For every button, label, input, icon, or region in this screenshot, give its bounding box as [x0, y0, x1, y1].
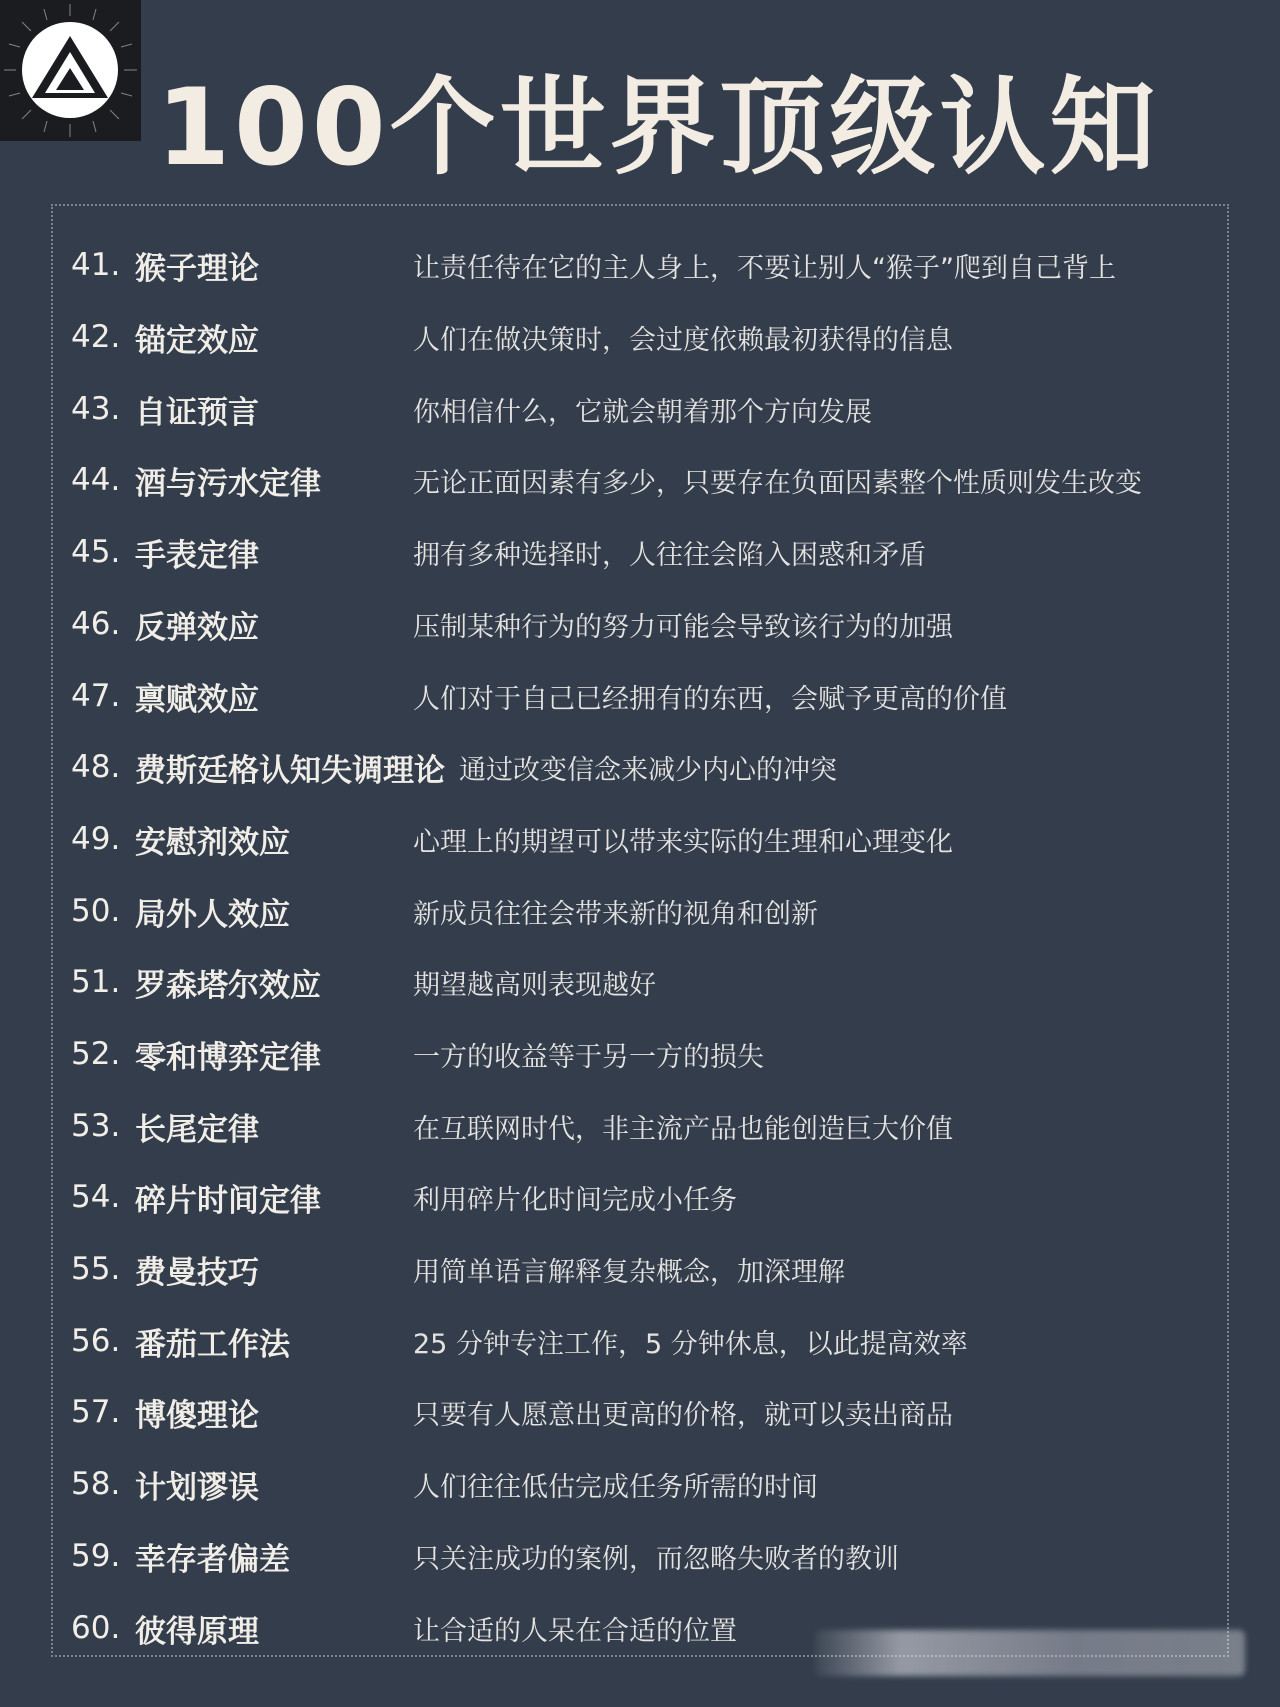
- item-number: 53.: [71, 1108, 121, 1144]
- item-number: 56.: [71, 1323, 121, 1359]
- item-description: 拥有多种选择时，人往往会陷入困惑和矛盾: [413, 539, 926, 571]
- item-number: 50.: [71, 893, 121, 929]
- item-description: 人们在做决策时，会过度依赖最初获得的信息: [413, 324, 953, 356]
- item-name: 罗森塔尔效应: [135, 967, 321, 1004]
- blurred-watermark: [815, 1630, 1245, 1676]
- list-item: [71, 1520, 899, 1592]
- list-item: [71, 588, 953, 660]
- list-item: [71, 875, 818, 947]
- list-item: [71, 803, 953, 875]
- item-description: 新成员往往会带来新的视角和创新: [413, 898, 818, 930]
- list-item: [71, 1592, 737, 1664]
- item-name: 彼得原理: [135, 1613, 259, 1650]
- page-title: 100个世界顶级认知: [156, 66, 1160, 189]
- list-item: [71, 1018, 764, 1090]
- item-number: 46.: [71, 606, 121, 642]
- list-item: [71, 1305, 968, 1377]
- item-name: 长尾定律: [135, 1111, 259, 1148]
- list-item: [71, 946, 656, 1018]
- item-name: 幸存者偏差: [135, 1541, 290, 1578]
- item-number: 51.: [71, 964, 121, 1000]
- list-item: [71, 1448, 818, 1520]
- item-number: 54.: [71, 1179, 121, 1215]
- list-item: [71, 301, 953, 373]
- item-number: 58.: [71, 1466, 121, 1502]
- list-item: [71, 660, 1007, 732]
- item-name: 局外人效应: [135, 896, 290, 933]
- item-name: 碎片时间定律: [135, 1182, 321, 1219]
- item-name: 安慰剂效应: [135, 824, 290, 861]
- item-description: 人们往往低估完成任务所需的时间: [413, 1471, 818, 1503]
- item-description: 无论正面因素有多少，只要存在负面因素整个性质则发生改变: [413, 467, 1142, 499]
- item-description: 让合适的人呆在合适的位置: [413, 1615, 737, 1647]
- item-number: 48.: [71, 749, 121, 785]
- list-item: [71, 229, 1116, 301]
- list-item: [71, 373, 872, 445]
- item-name: 自证预言: [135, 394, 259, 431]
- item-number: 55.: [71, 1251, 121, 1287]
- item-description: 压制某种行为的努力可能会导致该行为的加强: [413, 611, 953, 643]
- list-item: [71, 444, 1142, 516]
- item-number: 43.: [71, 391, 121, 427]
- item-description: 心理上的期望可以带来实际的生理和心理变化: [413, 826, 953, 858]
- item-description: 你相信什么，它就会朝着那个方向发展: [413, 396, 872, 428]
- list-item: [71, 1161, 737, 1233]
- item-name: 禀赋效应: [135, 681, 259, 718]
- item-number: 47.: [71, 678, 121, 714]
- item-number: 60.: [71, 1610, 121, 1646]
- item-name: 反弹效应: [135, 609, 259, 646]
- item-number: 52.: [71, 1036, 121, 1072]
- item-name: 费曼技巧: [135, 1254, 259, 1291]
- list-item: [71, 516, 926, 588]
- item-description: 25 分钟专注工作，5 分钟休息，以此提高效率: [413, 1328, 968, 1360]
- item-description: 期望越高则表现越好: [413, 969, 656, 1001]
- item-name: 酒与污水定律: [135, 465, 321, 502]
- item-description: 只要有人愿意出更高的价格，就可以卖出商品: [413, 1399, 953, 1431]
- item-name: 博傻理论: [135, 1397, 259, 1434]
- item-name: 锚定效应: [135, 322, 259, 359]
- item-number: 57.: [71, 1394, 121, 1430]
- item-name: 手表定律: [135, 537, 259, 574]
- item-number: 59.: [71, 1538, 121, 1574]
- item-description: 用简单语言解释复杂概念，加深理解: [413, 1256, 845, 1288]
- item-description: 通过改变信念来减少内心的冲突: [459, 754, 837, 786]
- list-item: [71, 1090, 953, 1162]
- item-name: 费斯廷格认知失调理论: [135, 752, 445, 789]
- item-name: 计划谬误: [135, 1469, 259, 1506]
- item-number: 41.: [71, 247, 121, 283]
- item-description: 让责任待在它的主人身上，不要让别人“猴子”爬到自己背上: [413, 252, 1116, 284]
- item-description: 利用碎片化时间完成小任务: [413, 1184, 737, 1216]
- list-item: [71, 1233, 845, 1305]
- item-number: 45.: [71, 534, 121, 570]
- item-name: 番茄工作法: [135, 1326, 290, 1363]
- item-name: 零和博弈定律: [135, 1039, 321, 1076]
- item-description: 人们对于自己已经拥有的东西，会赋予更高的价值: [413, 683, 1007, 715]
- item-number: 49.: [71, 821, 121, 857]
- item-number: 42.: [71, 319, 121, 355]
- list-item: [71, 731, 837, 803]
- list-item: [71, 1376, 953, 1448]
- item-number: 44.: [71, 462, 121, 498]
- concept-list: [51, 204, 1229, 1657]
- item-name: 猴子理论: [135, 250, 259, 287]
- item-description: 在互联网时代，非主流产品也能创造巨大价值: [413, 1113, 953, 1145]
- item-description: 一方的收益等于另一方的损失: [413, 1041, 764, 1073]
- item-description: 只关注成功的案例，而忽略失败者的教训: [413, 1543, 899, 1575]
